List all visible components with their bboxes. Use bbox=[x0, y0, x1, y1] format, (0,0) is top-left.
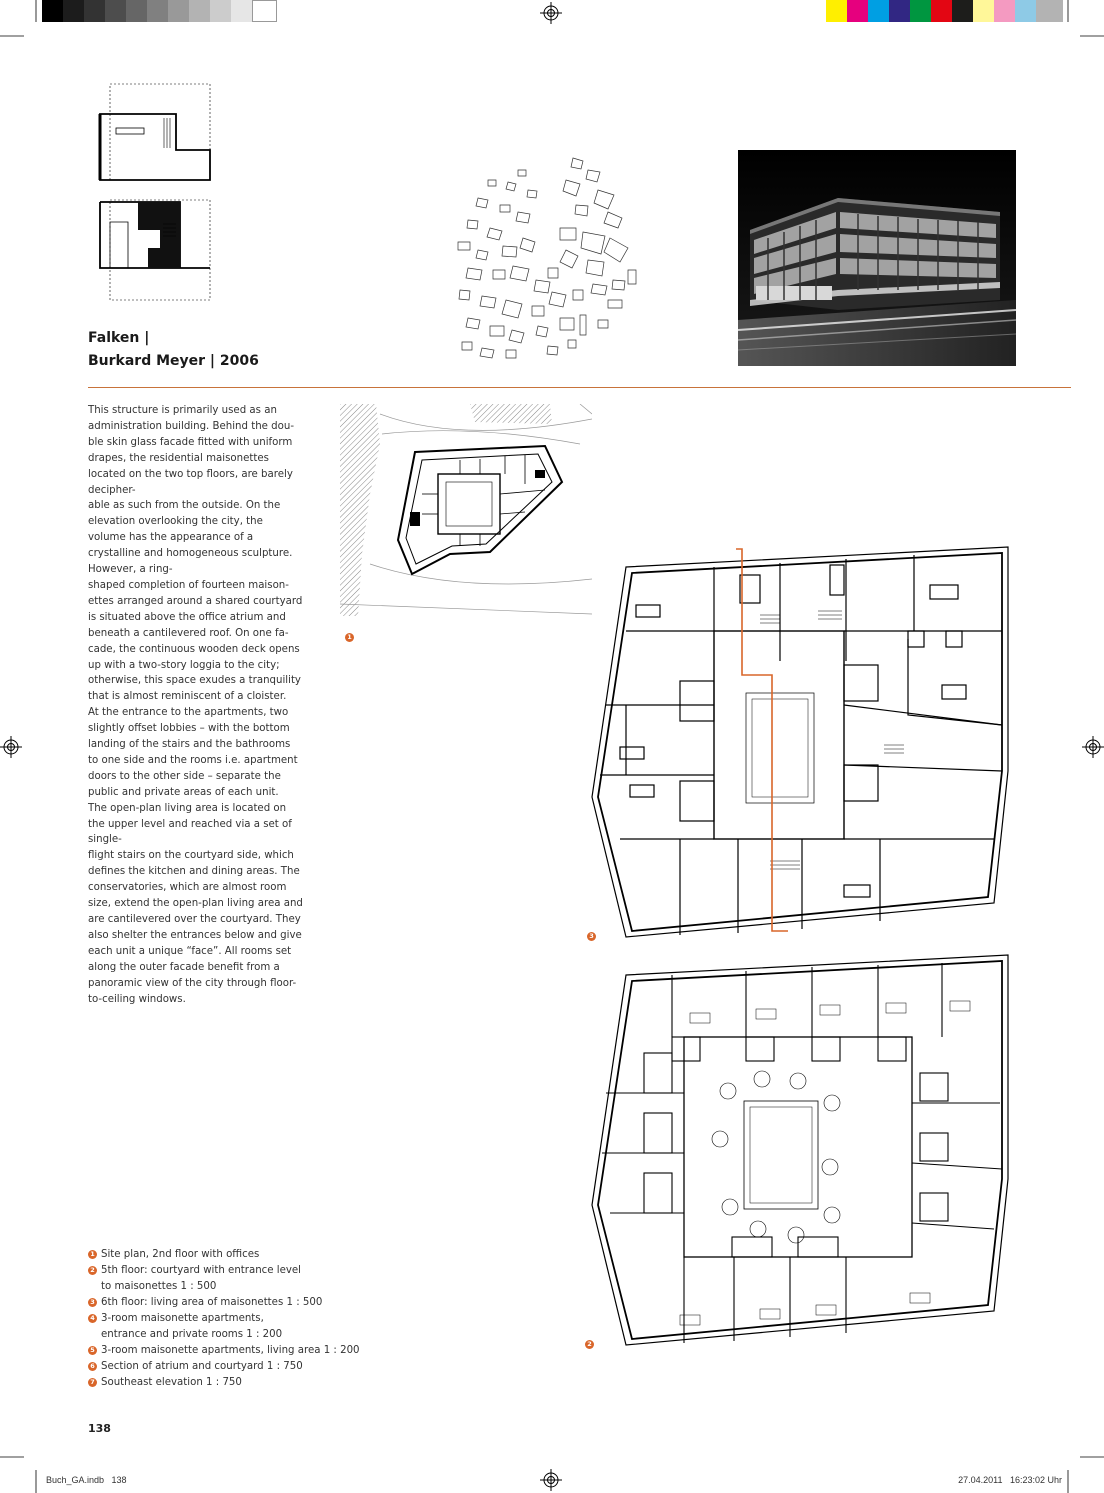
title-line-2: Burkard Meyer | 2006 bbox=[88, 353, 259, 369]
figure-marker-1: 1 bbox=[345, 633, 354, 642]
header-rule bbox=[88, 387, 1071, 388]
site-plan bbox=[340, 404, 592, 616]
section-diagrams bbox=[88, 82, 213, 302]
caption-5: 5 3-room maisonette apartments, living area 1 : 200 bbox=[88, 1343, 378, 1359]
figure-ground-map bbox=[448, 150, 648, 365]
slug-left: Buch_GA.indb 138 bbox=[46, 1475, 127, 1485]
page-number: 138 bbox=[88, 1422, 111, 1435]
caption-6: 6 Section of atrium and courtyard 1 : 750 bbox=[88, 1359, 378, 1375]
caption-4-cont: entrance and private rooms 1 : 200 bbox=[101, 1329, 283, 1340]
caption-1: 1 Site plan, 2nd floor with offices bbox=[88, 1247, 378, 1263]
project-title bbox=[88, 327, 259, 373]
floor-plan-5th bbox=[590, 545, 1010, 940]
building-night-photo bbox=[738, 150, 1016, 366]
caption-2: 2 5th floor: courtyard with entrance level bbox=[88, 1263, 378, 1279]
slug-right: 27.04.2011 16:23:02 Uhr bbox=[958, 1475, 1062, 1485]
figure-captions bbox=[88, 1247, 378, 1391]
figure-marker-2: 2 bbox=[585, 1340, 594, 1349]
figure-marker-3: 3 bbox=[587, 932, 596, 941]
caption-4: 4 3-room maisonette apartments, bbox=[88, 1311, 378, 1327]
floor-plan-6th bbox=[590, 953, 1010, 1348]
title-line-1: Falken | bbox=[88, 330, 150, 346]
caption-3: 3 6th floor: living area of maisonettes 1 : 500 bbox=[88, 1295, 378, 1311]
body-text: This structure is primarily used as an administration building. Behind the dou- ble skin glass facade fitted with uniform drapes, the residential maisonettes located on the two top floors, are barely decipher- able as such from the outside. On the elevation overlooking the city, the volume has the appearance of a crystalline and homogeneous sculpture. However, a ring- shaped completion of fourteen maison- ettes arranged around a shared courtyard is situated above the office atrium and beneath a cantilevered roof. On one fa- cade, the continuous wooden deck opens up with a two-story loggia to the city; otherwise, this space exudes a tranquility that is almost reminiscent of a cloister. At the entrance to the apartments, two slightly offset lobbies – with the bottom landing of the stairs and the bathrooms to one side and the rooms i.e. apartment doors to the other side – separate the public and private areas of each unit. The open-plan living area is located on the upper level and reached via a set of single- flight stairs on the courtyard side, which defines the kitchen and dining areas. The conservatories, which are almost room size, extend the open-plan living area and are cantilevered over the courtyard. They also shelter the entrances below and give each unit a unique “face”. All rooms set along the outer facade benefit from a panoramic view of the city through floor- to-ceiling windows. bbox=[88, 405, 303, 1005]
caption-2-cont: to maisonettes 1 : 500 bbox=[101, 1281, 217, 1292]
caption-7: 7 Southeast elevation 1 : 750 bbox=[88, 1375, 378, 1391]
